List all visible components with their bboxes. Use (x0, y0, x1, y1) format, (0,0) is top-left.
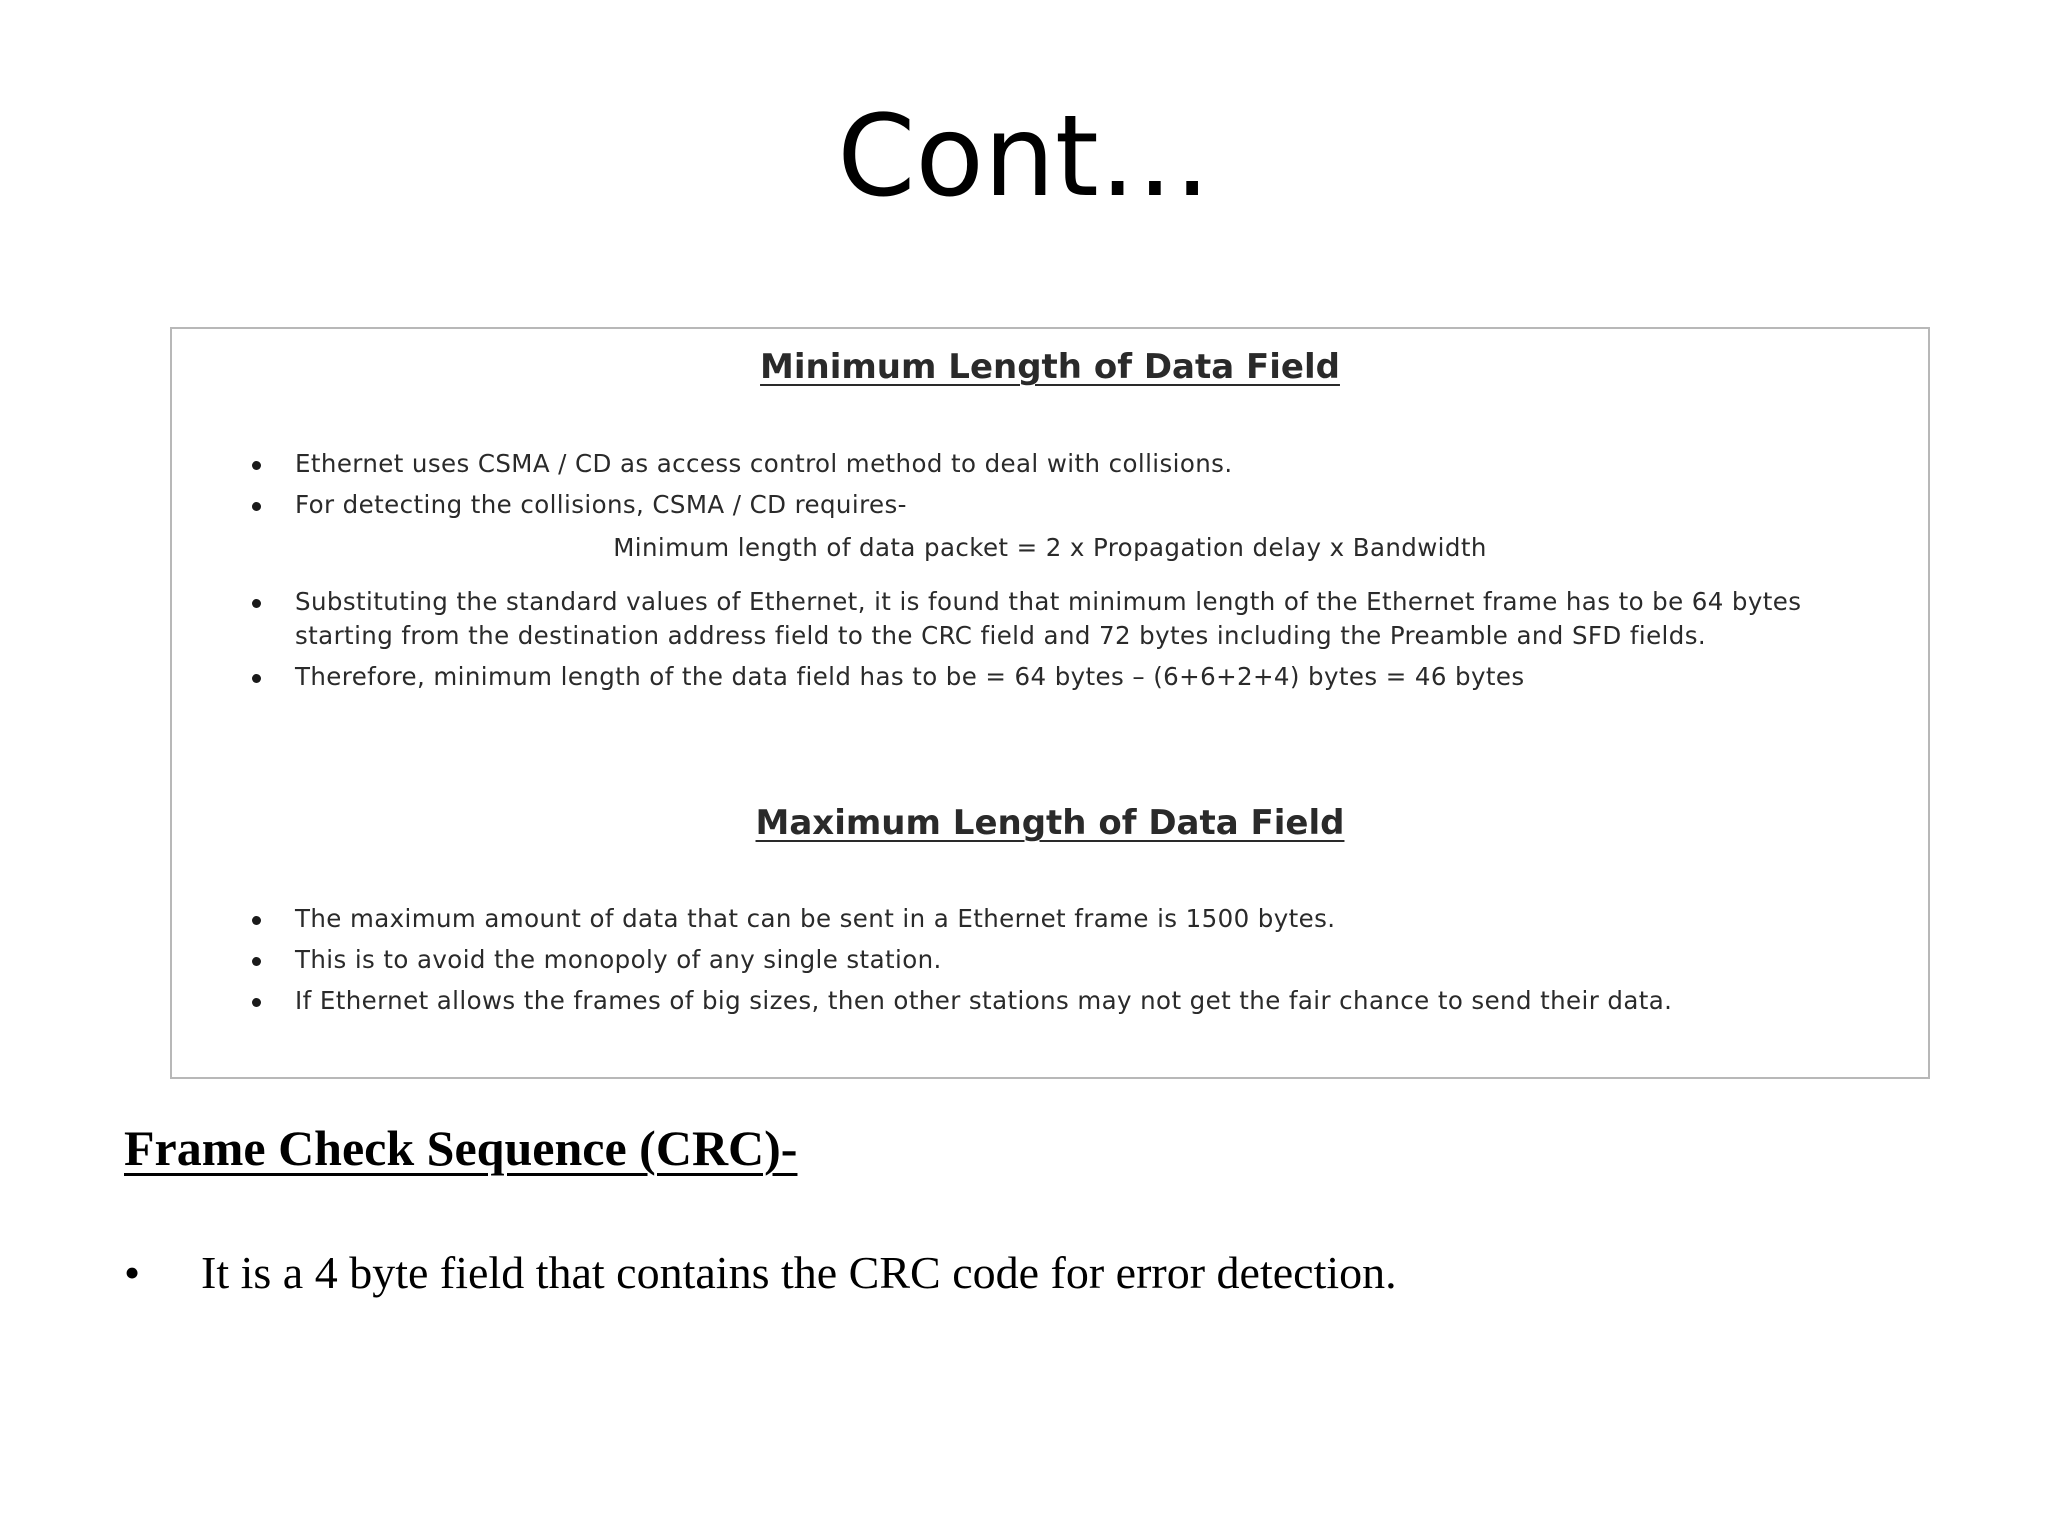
min-length-bullets-top (252, 447, 1892, 529)
bullet-text: This is to avoid the monopoly of any single station. (295, 945, 942, 974)
crc-bullet-item (124, 1245, 1397, 1301)
bullet-text: The maximum amount of data that can be sent in a Ethernet frame is 1500 bytes. (295, 904, 1336, 933)
bullet-dot-icon (252, 461, 261, 470)
bullet-dot-icon (252, 916, 261, 925)
min-length-heading (172, 347, 1928, 387)
max-length-heading (172, 803, 1928, 843)
list-item (252, 984, 1892, 1018)
bullet-text: Substituting the standard values of Ethernet, it is found that minimum length of the Ethernet frame has to be 64 bytes starting from the destination address field to the CRC field and 72 bytes including the Preamble and SFD fields. (295, 587, 1802, 650)
list-item (252, 660, 1892, 694)
bullet-text: For detecting the collisions, CSMA / CD requires- (295, 490, 907, 519)
crc-bullet-text: It is a 4 byte field that contains the CRC code for error detection. (201, 1247, 1397, 1298)
bullet-icon: • (124, 1247, 141, 1298)
list-item (252, 943, 1892, 977)
min-length-heading-text: Minimum Length of Data Field (760, 347, 1340, 387)
bullet-dot-icon (252, 957, 261, 966)
bullet-text: Ethernet uses CSMA / CD as access control method to deal with collisions. (295, 449, 1233, 478)
list-item (252, 488, 1892, 522)
min-length-bullets-bottom (252, 585, 1892, 701)
bullet-dot-icon (252, 502, 261, 511)
list-item (252, 447, 1892, 481)
bullet-text: If Ethernet allows the frames of big sizes, then other stations may not get the fair chance to send their data. (295, 986, 1673, 1015)
bullet-dot-icon (252, 998, 261, 1007)
bullet-text: Therefore, minimum length of the data field has to be = 64 bytes – (6+6+2+4) bytes = 46 bytes (295, 662, 1525, 691)
crc-heading: Frame Check Sequence (CRC)- (124, 1120, 798, 1176)
min-length-formula: Minimum length of data packet = 2 x Propagation delay x Bandwidth (613, 533, 1487, 562)
max-length-bullets (252, 902, 1892, 1025)
list-item (252, 902, 1892, 936)
bullet-dot-icon (252, 674, 261, 683)
list-item (252, 585, 1892, 653)
slide-title: Cont… (837, 92, 1211, 222)
max-length-heading-text: Maximum Length of Data Field (755, 803, 1345, 843)
bullet-dot-icon (252, 599, 261, 608)
data-field-figure (170, 327, 1930, 1079)
